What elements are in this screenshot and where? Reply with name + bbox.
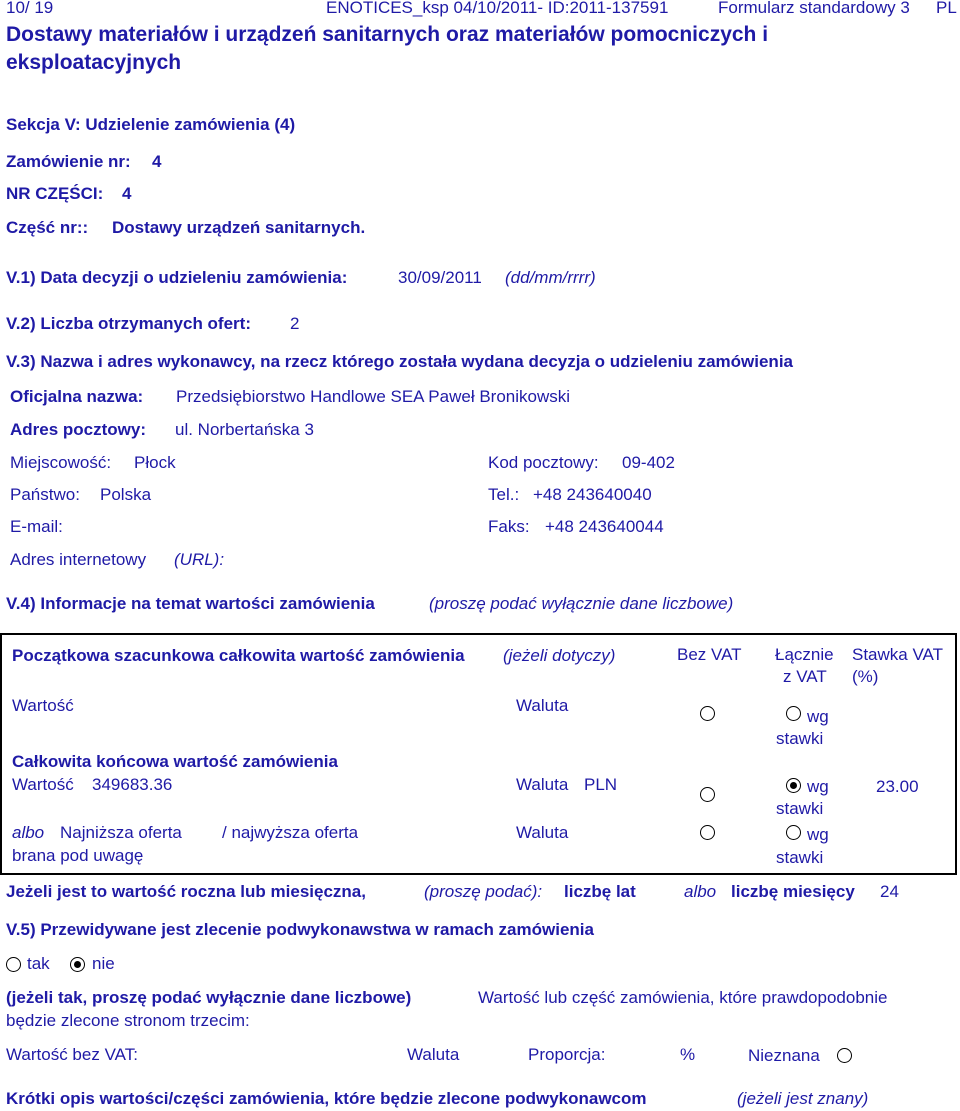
final-vat-rate: 23.00 [876,777,919,796]
url-label: Adres internetowy [10,550,147,569]
final-value-amount: 349683.36 [92,775,173,794]
unknown-radio[interactable] [837,1048,852,1063]
document-title-line1: Dostawy materiałów i urządzeń sanitarnych oraz materiałów pomocniczych i [6,23,769,46]
official-name-value: Przedsiębiorstwo Handlowe SEA Paweł Bronikowski [176,387,571,406]
albo-years-months: albo [684,882,717,901]
final-value-label-short: Wartość [12,775,74,794]
part-name-label: Część nr:: [6,218,89,237]
initial-value-label-short: Wartość [12,696,74,715]
official-name-label: Oficjalna nazwa: [10,387,144,406]
initial-currency-label: Waluta [516,696,569,715]
proportion-label: Proporcja: [528,1045,606,1064]
order-number-label: Zamówienie nr: [6,152,131,171]
unknown-label: Nieznana [748,1046,820,1065]
section-heading: Sekcja V: Udzielenie zamówienia (4) [6,115,296,134]
months-label: liczbę miesięcy [731,882,855,901]
range-with-vat-radio[interactable] [786,825,801,840]
subcontract-note-text2: będzie zlecone stronom trzecim: [6,1011,250,1030]
final-stawki-label: stawki [776,799,824,818]
initial-with-vat-radio[interactable] [786,706,801,721]
date-format-hint: (dd/mm/rrrr) [505,268,596,287]
order-number-value: 4 [152,152,162,171]
col-vat-rate-line1: Stawka VAT [852,645,944,664]
final-wg-label: wg [807,777,829,796]
v1-label: V.1) Data decyzji o udzieleniu zamówienia: [6,268,348,287]
subcontract-no-label: nie [92,954,115,973]
final-no-vat-radio[interactable] [700,787,715,802]
v4-hint: (proszę podać wyłącznie dane liczbowe) [429,594,734,613]
col-vat-rate-line2: (%) [852,667,879,686]
annual-value-label: Jeżeli jest to wartość roczna lub miesięczna, [6,882,366,901]
fax-value: +48 243640044 [545,517,664,536]
years-label: liczbę lat [564,882,636,901]
col-with-vat-line1: Łącznie [775,645,834,664]
decision-date: 30/09/2011 [398,268,482,287]
subcontract-desc-hint: (jeżeli jest znany) [737,1089,869,1108]
form-type: Formularz standardowy 3 [718,0,910,17]
considered-label: brana pod uwagę [12,846,144,865]
subcontract-yes-label: tak [27,954,50,973]
v2-label: V.2) Liczba otrzymanych ofert: [6,314,251,333]
language-code: PL [936,0,957,17]
part-number-label: NR CZĘŚCI: [6,184,104,203]
postcode-value: 09-402 [622,453,675,472]
subcontract-note-bold: (jeżeli tak, proszę podać wyłącznie dane liczbowe) [6,988,412,1007]
country-value: Polska [100,485,152,504]
city-label: Miejscowość: [10,453,112,472]
phone-label: Tel.: [488,485,520,504]
subcontract-desc-label: Krótki opis wartości/części zamówienia, które będzie zlecone podwykonawcom [6,1089,647,1108]
email-label: E-mail: [10,517,63,536]
initial-stawki-label: stawki [776,729,824,748]
value-no-vat-label: Wartość bez VAT: [6,1045,138,1064]
country-label: Państwo: [10,485,80,504]
phone-value: +48 243640040 [533,485,652,504]
offers-count: 2 [290,314,300,333]
page-number: 10/ 19 [6,0,54,17]
range-currency-label: Waluta [516,823,569,842]
address-value: ul. Norbertańska 3 [175,420,314,439]
final-value-label: Całkowita końcowa wartość zamówienia [12,752,338,771]
subcontract-yes-radio[interactable] [6,957,21,972]
col-with-vat-line2: z VAT [783,667,827,686]
range-no-vat-radio[interactable] [700,825,715,840]
subcontract-no-radio[interactable] [70,957,85,972]
document-title-line2: eksploatacyjnych [6,51,182,74]
col-no-vat: Bez VAT [677,645,742,664]
initial-value-hint: (jeżeli dotyczy) [503,646,616,665]
final-currency-label: Waluta [516,775,569,794]
postcode-label: Kod pocztowy: [488,453,599,472]
final-with-vat-radio[interactable] [786,778,801,793]
highest-offer-label: / najwyższa oferta [222,823,359,842]
albo-label: albo [12,823,45,842]
range-stawki-label: stawki [776,848,824,867]
range-wg-label: wg [807,825,829,844]
months-value: 24 [880,882,899,901]
v5-label: V.5) Przewidywane jest zlecenie podwykonawstwa w ramach zamówienia [6,920,594,939]
annual-value-hint: (proszę podać): [424,882,543,901]
initial-no-vat-radio[interactable] [700,706,715,721]
part-number-value: 4 [122,184,132,203]
percent-label: % [680,1045,696,1064]
v4-label: V.4) Informacje na temat wartości zamówienia [6,594,375,613]
part-name-value: Dostawy urządzeń sanitarnych. [112,218,366,237]
lowest-offer-label: Najniższa oferta [60,823,182,842]
subcontract-currency-label: Waluta [407,1045,460,1064]
subcontract-note-text1: Wartość lub część zamówienia, które prawdopodobnie [478,988,888,1007]
address-label: Adres pocztowy: [10,420,147,439]
url-label-hint: (URL): [174,550,225,569]
initial-wg-label: wg [807,707,829,726]
initial-value-label: Początkowa szacunkowa całkowita wartość zamówienia [12,646,465,665]
city-value: Płock [134,453,176,472]
final-currency-value: PLN [584,775,618,794]
fax-label: Faks: [488,517,530,536]
v3-label: V.3) Nazwa i adres wykonawcy, na rzecz którego została wydana decyzja o udzieleniu zamówienia [6,352,793,371]
notice-reference: ENOTICES_ksp 04/10/2011- ID:2011-137591 [326,0,669,17]
